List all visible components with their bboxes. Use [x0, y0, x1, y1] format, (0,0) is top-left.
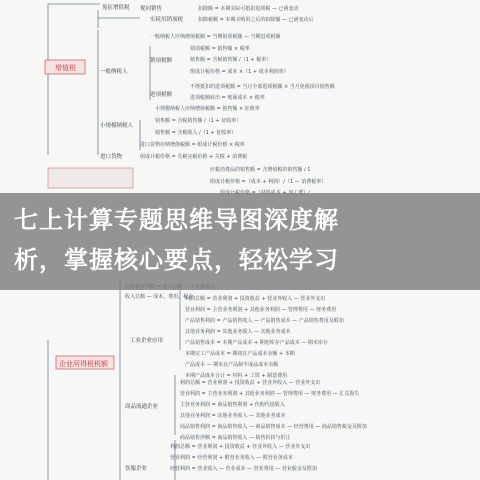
text-mid-1: 应税消费品的销售额 = 含增值税的销售额 / 1	[210, 167, 311, 173]
node-deemed-sale: 视同销售	[140, 6, 163, 12]
text-ind-3: 产品销售利润 = 产品销售收入 — 产品销售成本 — 产品销售费用及附加	[185, 318, 344, 324]
title-line-1: 七上计算专题思维导图深度解	[14, 206, 339, 234]
text-com-2: 营业利润 = 主营业务利润 + 其他业务利润 — 管理费用 — 财务费用 — 汇兑损失	[180, 391, 360, 397]
text-output-1: 销项税额 = 销售额 × 税率	[190, 46, 250, 52]
node-industrial: 工业企业应用	[130, 338, 164, 344]
text-import-2: 组成计税价格 = 关税完税价格 + 关税 + 消费税	[140, 154, 248, 160]
text-input-2: 进项税额转出 = 账面成本 × 税率	[190, 95, 265, 101]
text-ind-2: 营业利润 = 主营业务利润 + 其他业务利润 — 管理费用 — 财务费用	[185, 307, 337, 313]
text-cat-1: 利润总额 = 营业利润 + 投资收益 + 营业外收入 — 营业外支出	[170, 444, 311, 450]
text-ind-6: 本期完工产品成本 = 期初在产品成本余额 + 本期	[185, 351, 295, 357]
text-com-5: 商品销售利润 = 商品销售收入 — 商品销售成本 — 经营费用 — 商品销售税金及附加	[180, 424, 367, 430]
vat-branch	[45, 3, 336, 160]
text-mid-2: 组成计税价格 =（成本 + 利润）/（1 — 消费税率）	[210, 179, 327, 185]
node-small-taxpayer: 小规模纳税人	[100, 123, 134, 129]
income-tax-root: 企业所得税税额	[59, 360, 108, 368]
text-com-6: 商品销售净额 = 商品销售收入 — 销售折扣与折让	[180, 435, 291, 441]
text-import-1: 进口货物应纳增值税额 = 组成计税价格 × 税率	[140, 142, 245, 148]
node-commerce: 商品流通企业	[125, 404, 159, 410]
node-general-taxpayer: 一般纳税人	[100, 69, 128, 75]
income-tax-branch	[56, 283, 367, 472]
text-input-1: 不得抵扣的进项税额 = 当月全部进项税额 × 当月免税项目销售额	[190, 84, 335, 90]
text-com-1: 利润总额 = 营业利润 + 投资收益 + 营业外收入 — 营业外支出	[180, 380, 321, 386]
text-cat-2: 营业利润 = 经营利润 + 附营业务收入 — 附营业务成本	[170, 455, 293, 461]
text-actual-output: 扣除税额 = 本期买购用之后的扣除额 — 已函变动后	[198, 17, 314, 23]
text-cat-3: 经营利润 = 营业收入 — 营业成本 — 营业费用 — 营业税金及附加	[170, 466, 317, 472]
text-output-3: 组成计税价格 = 成本 ×（1 + 成本利润率）	[190, 69, 289, 75]
text-ind-1: 利润总额 = 营业利润 + 投资收益 + 营业外收入 — 营业外支出	[185, 296, 326, 302]
text-income-2: 收入总额 — 成本、费用、税金	[125, 294, 194, 300]
text-com-4: 其他业务利润 = 其他业务收入 — 其他业务成本	[180, 413, 286, 419]
node-catering: 饮服企业	[125, 466, 148, 472]
text-output-2: 销售额 = 含税销售额 /（1 + 税率）	[190, 57, 272, 63]
text-small-1: 小规模纳税人应纳增值税额 = 销售额 × 征收率	[155, 106, 260, 112]
text-ind-8: 本期产品成本合计 = 材料 + 工资 + 制造费用	[185, 373, 288, 379]
text-deemed-sale: 扣除额 = 本期实际可抵扣进项税 — 已函变动	[198, 6, 299, 12]
node-exempt-vat: 免征增值税	[102, 5, 130, 11]
consumption-tax-branch	[48, 166, 326, 196]
node-output-tax: 销项税额	[150, 58, 173, 64]
text-small-3: 销售额 = 含税收入 /（1 + 征收率）	[155, 130, 237, 136]
text-ind-5: 产品销售成本 = 本期产品成本 + 期初库存产品成本 — 期末库存	[185, 340, 328, 346]
text-ind-7: 产品成本 — 期末在产品制半成品成本余额	[185, 362, 279, 368]
title-line-2: 析，掌握核心要点，轻松学习	[14, 246, 339, 274]
text-general-formula: 一般纳税人应纳增值税额 = 当期销项税额 — 当期进项税额	[150, 34, 281, 40]
text-com-3: 主营业务利润 = 商品销售利润 + 代购代销收入	[180, 402, 285, 408]
vat-root: 增值税	[55, 64, 76, 72]
text-small-2: 销售额 = 含税销售额 /（1 + 征收率）	[155, 118, 242, 124]
node-input-tax: 进项税额	[150, 92, 173, 98]
node-actual-output: 实耗用销项税	[150, 17, 184, 23]
node-import-goods: 进口货物	[100, 154, 123, 160]
text-ind-4: 其他业务利润 = 其他业务收入 — 其他业务成本	[185, 329, 291, 335]
